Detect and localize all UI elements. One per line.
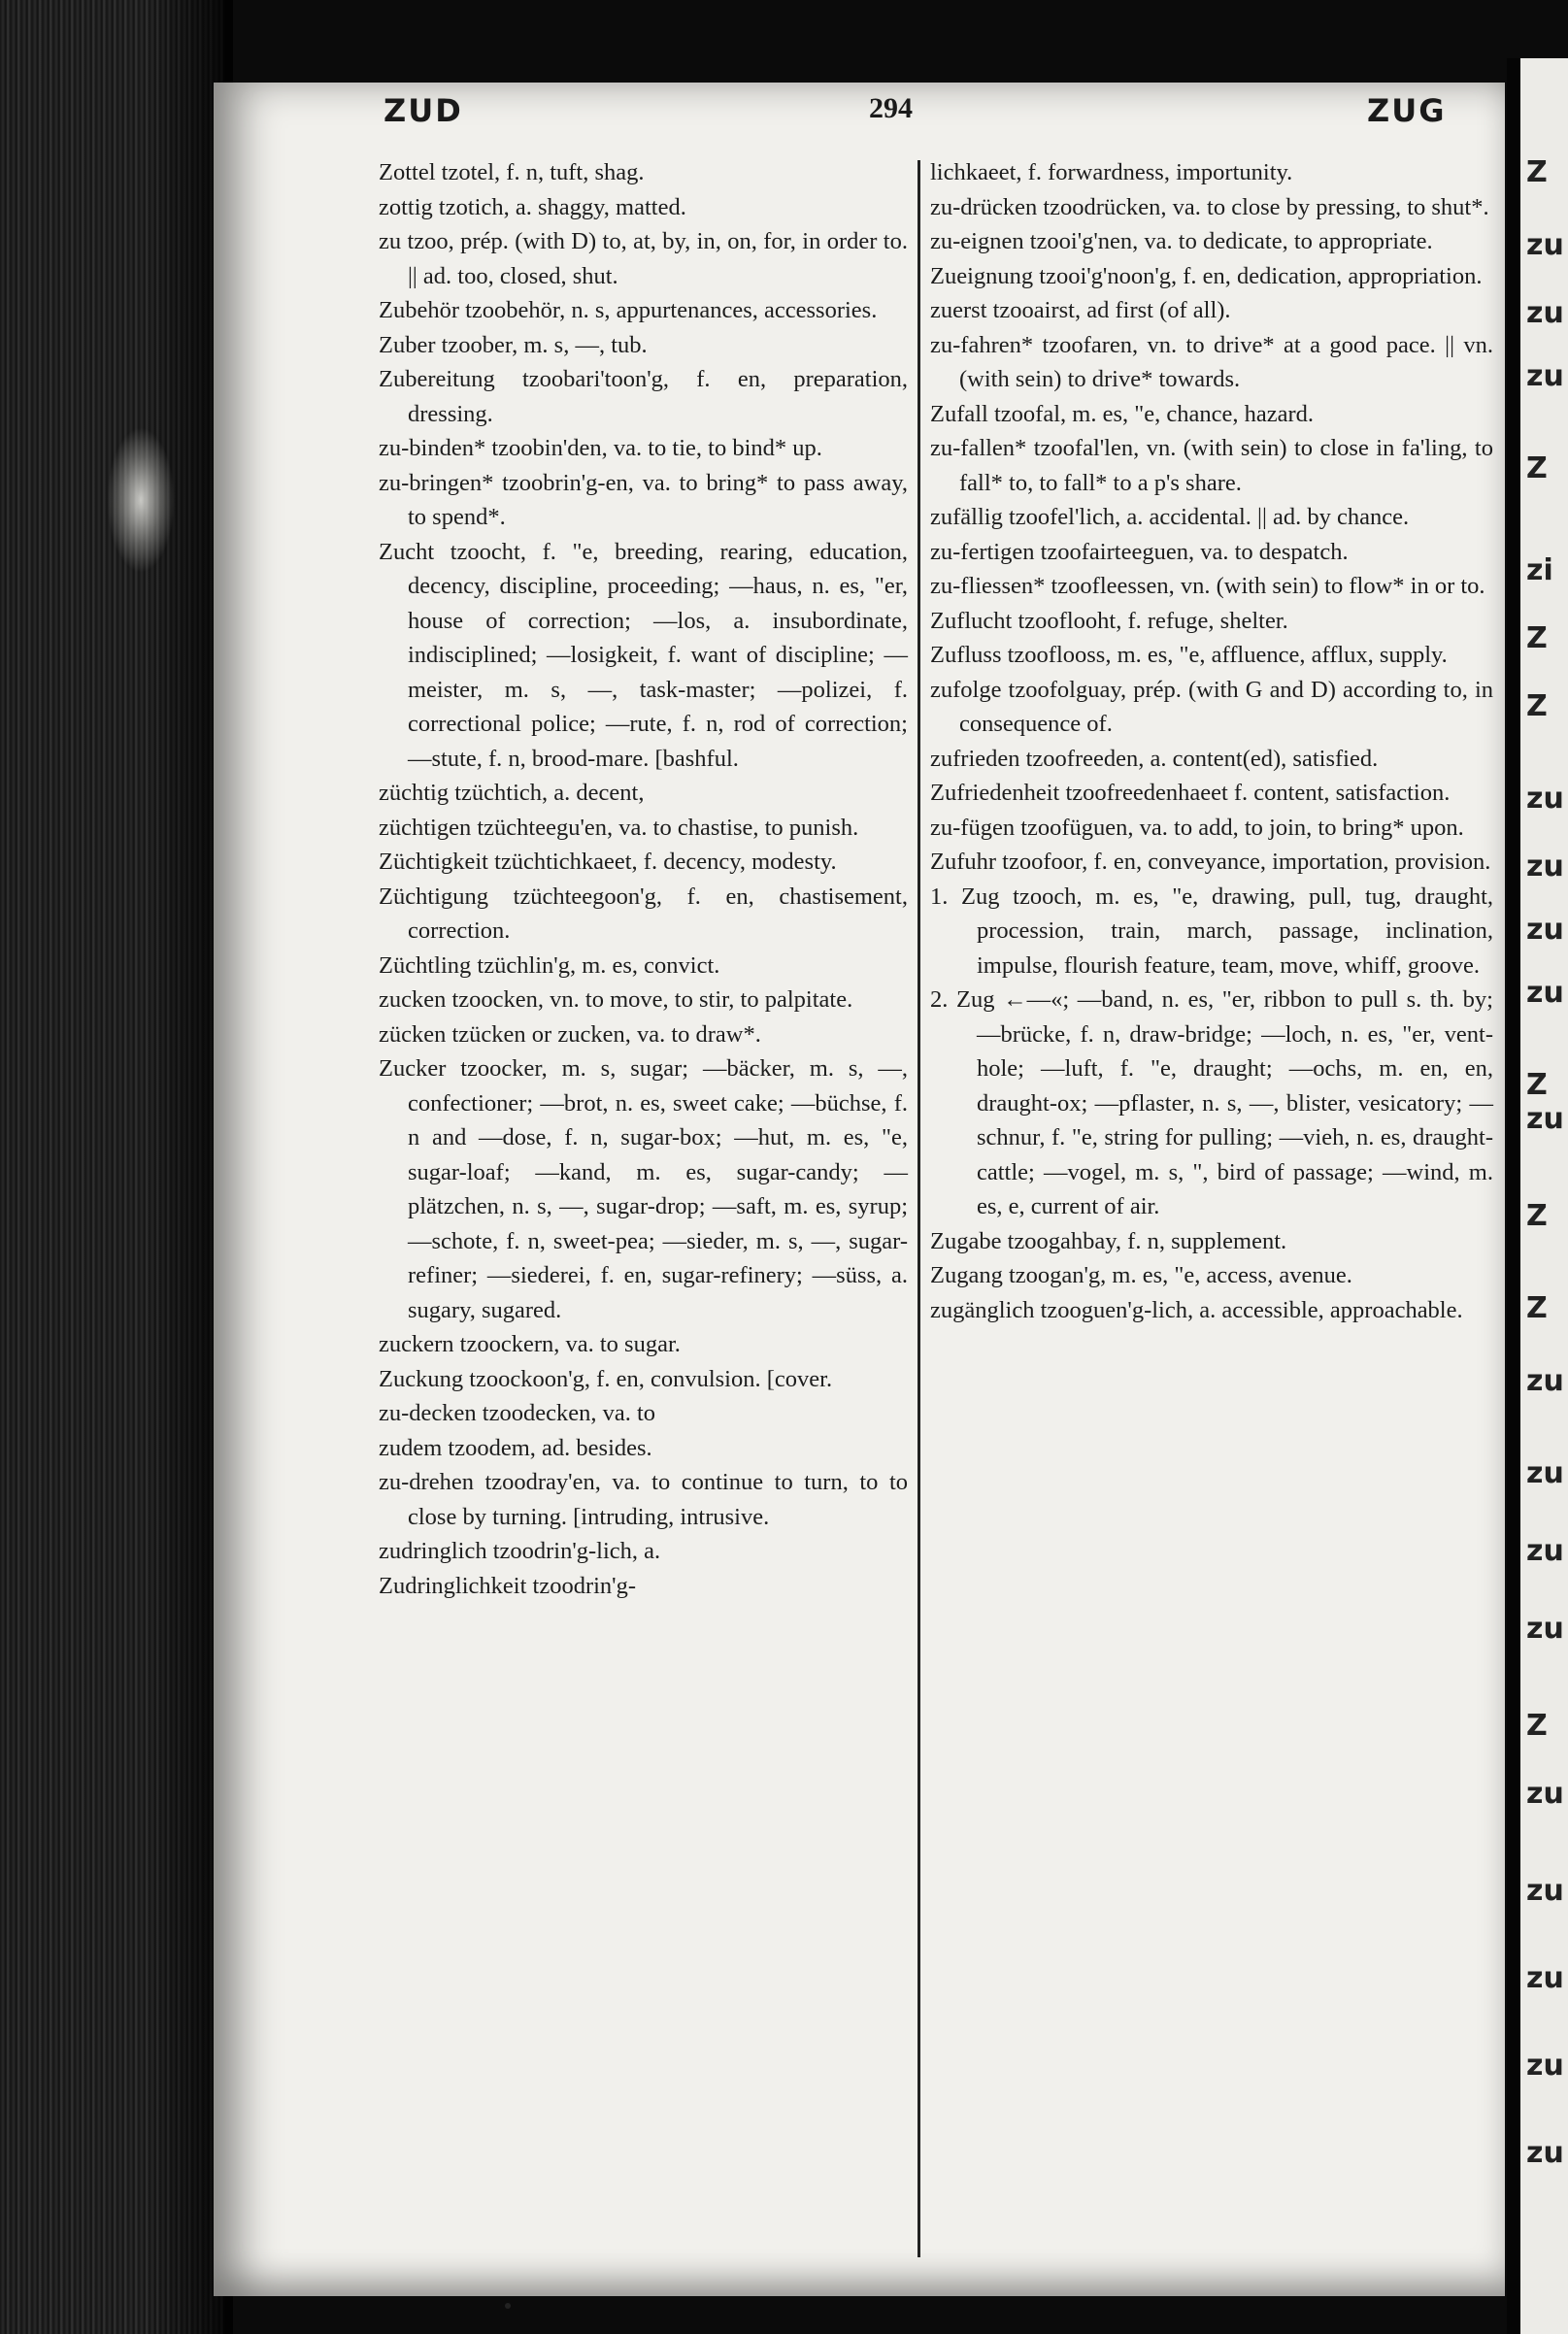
entry: Zottel tzotel, f. n, tuft, shag. [379,159,645,185]
entry: zücken tzücken or zucken, va. to draw*. [379,1020,761,1048]
entry: zu-drücken tzoodrücken, va. to close by pressing, to shut*. [930,193,1489,220]
next-page-fragment: zu [1526,2049,1564,2083]
next-page-fragment: zu [1526,1456,1564,1490]
entry: züchtig tzüchtich, a. decent, [379,780,645,806]
entry: zufolge tzoofolguay, prép. (with G and D) according to, in consequence of. [930,676,1493,737]
ink-dot [505,2303,511,2309]
entry: Zuflucht tzooflooht, f. refuge, shelter. [930,607,1288,634]
entry: zugänglich tzooguen'g-lich, a. accessible, approachable. [930,1296,1463,1323]
entry: Züchtigkeit tzüchtichkaeet, f. decency, modesty. [379,849,837,875]
entry: Zubehör tzoobehör, n. s, appurtenances, accessories. [379,297,878,323]
entry: zu-bringen* tzoobrin'g-en, va. to bring* to pass away, to spend*. [379,469,908,530]
entry: zu-decken tzoodecken, va. to [379,1400,656,1426]
next-page-fragment: Z [1526,1068,1548,1102]
entry: zuerst tzooairst, ad first (of all). [930,297,1231,323]
entry: 2. Zug ←—«; —band, n. es, "er, ribbon to pull s. th. by; —brücke, f. n, draw-bridge; —loch, n. es, "er, vent-hole; —luft, f. "e, draught; —ochs, m. en, en, draught-ox; —pflaster, n. s, —, blister, vesicatory; —schnur, f. "e, string for pulling; —vieh, n. es, draught-cattle; —vogel, m. s, ", bird of passage; —wind, m. es, e, current of air. [930,986,1493,1219]
page-number: 294 [869,92,913,124]
entry: zu-binden* tzoobin'den, va. to tie, to bind* up. [379,435,822,461]
entry: 1. Zug tzooch, m. es, "e, drawing, pull, tug, draught, procession, train, march, passage, inclination, impulse, flourish feature, team, move, whiff, groove. [930,883,1493,979]
running-head-left: ZUD [384,92,463,129]
next-page-fragment: zu [1526,850,1564,884]
next-page-fragment: zu [1526,1364,1564,1398]
entry: zudringlich tzoodrin'g-lich, a. [379,1538,661,1564]
entry: zu-fahren* tzoofaren, vn. to drive* at a good pace. || vn. (with sein) to drive* towards. [930,331,1493,392]
entry: Zufluss tzooflooss, m. es, "e, affluence, afflux, supply. [930,642,1448,668]
page-smudge [107,427,175,573]
next-page-fragment: zu [1526,1961,1564,1995]
next-page-fragment: zu [1526,359,1564,393]
entry: zottig tzotich, a. shaggy, matted. [379,193,686,220]
entry: zu-fallen* tzoofal'len, vn. (with sein) to close in fa'ling, to fall* to, to fall* to a p's share. [930,435,1493,496]
next-page-fragment: Z [1526,451,1548,485]
left-column [379,155,908,1603]
entry: zuckern tzoockern, va. to sugar. [379,1331,681,1357]
entry: Zuckung tzoockoon'g, f. en, convulsion. [cover. [379,1365,833,1392]
entry: zu-fliessen* tzoofleessen, vn. (with sein) to flow* in or to. [930,573,1485,599]
entry: Züchtling tzüchlin'g, m. es, convict. [379,951,720,979]
entry: Zugang tzoogan'g, m. es, "e, access, avenue. [930,1262,1352,1288]
entry: zufällig tzoofel'lich, a. accidental. || ad. by chance. [930,504,1410,530]
next-page-fragment: zu [1526,2136,1564,2170]
next-page-edge [1520,58,1568,2334]
next-page-fragment: zu [1526,1874,1564,1908]
next-page-fragment: zu [1526,296,1564,330]
entry: zu tzoo, prép. (with D) to, at, by, in, on, for, in order to. || ad. too, closed, shut. [379,228,908,289]
entry: Zucker tzoocker, m. s, sugar; —bäcker, m. s, —, confectioner; —brot, n. es, sweet cake; —büchse, f. n and —dose, f. n, sugar-box; —hut, m. es, "e, sugar-loaf; —kand, m. es, sugar-candy; —plätzchen, n. s, —, sugar-drop; —saft, m. es, syrup; —schote, f. n, sweet-pea; —sieder, m. s, —, sugar-refiner; —siederei, f. en, sugar-refinery; —süss, a. sugary, sugared. [379,1055,908,1323]
entry: Zubereitung tzoobari'toon'g, f. en, preparation, dressing. [379,366,908,427]
entry: züchtigen tzüchteegu'en, va. to chastise, to punish. [379,814,859,841]
entry: Zufall tzoofal, m. es, "e, chance, hazard. [930,400,1315,427]
entry: Zudringlichkeit tzoodrin'g- [379,1572,637,1599]
page-gutter [1507,58,1520,2334]
next-page-fragment: zu [1526,1612,1564,1646]
entry: Zueignung tzooi'g'noon'g, f. en, dedication, appropriation. [930,262,1483,289]
column-divider [917,160,920,2257]
next-page-fragment: Z [1526,1709,1548,1743]
entry: zu-fügen tzoofüguen, va. to add, to join, to bring* upon. [930,814,1464,841]
entry: Zuber tzoober, m. s, —, tub. [379,331,648,358]
next-page-fragment: zu [1526,1102,1564,1136]
next-page-fragment: zu [1526,782,1564,816]
entry: zufrieden tzoofreeden, a. content(ed), satisfied. [930,745,1379,772]
entry: zudem tzoodem, ad. besides. [379,1434,652,1461]
entry: zu-eignen tzooi'g'nen, va. to dedicate, to appropriate. [930,228,1433,254]
next-page-fragment: Z [1526,1199,1548,1233]
next-page-fragment: zu [1526,228,1564,262]
next-page-fragment: Z [1526,621,1548,655]
next-page-fragment: Z [1526,155,1548,189]
entry: zu-fertigen tzoofairteeguen, va. to despatch. [930,538,1349,565]
next-page-fragment: zi [1526,553,1553,587]
next-page-fragment: Z [1526,689,1548,723]
next-page-fragment: Z [1526,1291,1548,1325]
entry: Zufriedenheit tzoofreedenhaeet f. content, satisfaction. [930,780,1451,806]
entry: lichkaeet, f. forwardness, importunity. [930,159,1293,185]
next-page-fragment: zu [1526,1777,1564,1811]
entry: zucken tzoocken, vn. to move, to stir, to palpitate. [379,986,853,1013]
next-page-fragment: zu [1526,976,1564,1010]
entry: Zugabe tzoogahbay, f. n, supplement. [930,1227,1287,1254]
next-page-fragment: zu [1526,913,1564,947]
running-head-right: ZUG [1367,92,1447,129]
entry: Zufuhr tzoofoor, f. en, conveyance, importation, provision. [930,849,1491,875]
entry: Züchtigung tzüchteegoon'g, f. en, chastisement, correction. [379,883,908,944]
next-page-fragment: zu [1526,1534,1564,1568]
entry: zu-drehen tzoodray'en, va. to continue to turn, to to close by turning. [intruding, intrusive. [379,1469,908,1530]
entry: Zucht tzoocht, f. "e, breeding, rearing, education, decency, discipline, proceeding; —haus, n. es, "er, house of correction; —los, a. insubordinate, indisciplined; —losigkeit, f. want of discipline; —meister, m. s, —, task-master; —polizei, f. correctional police; —rute, f. n, rod of correction; —stute, f. n, brood-mare. [bashful. [379,538,908,772]
right-column [930,155,1493,1327]
